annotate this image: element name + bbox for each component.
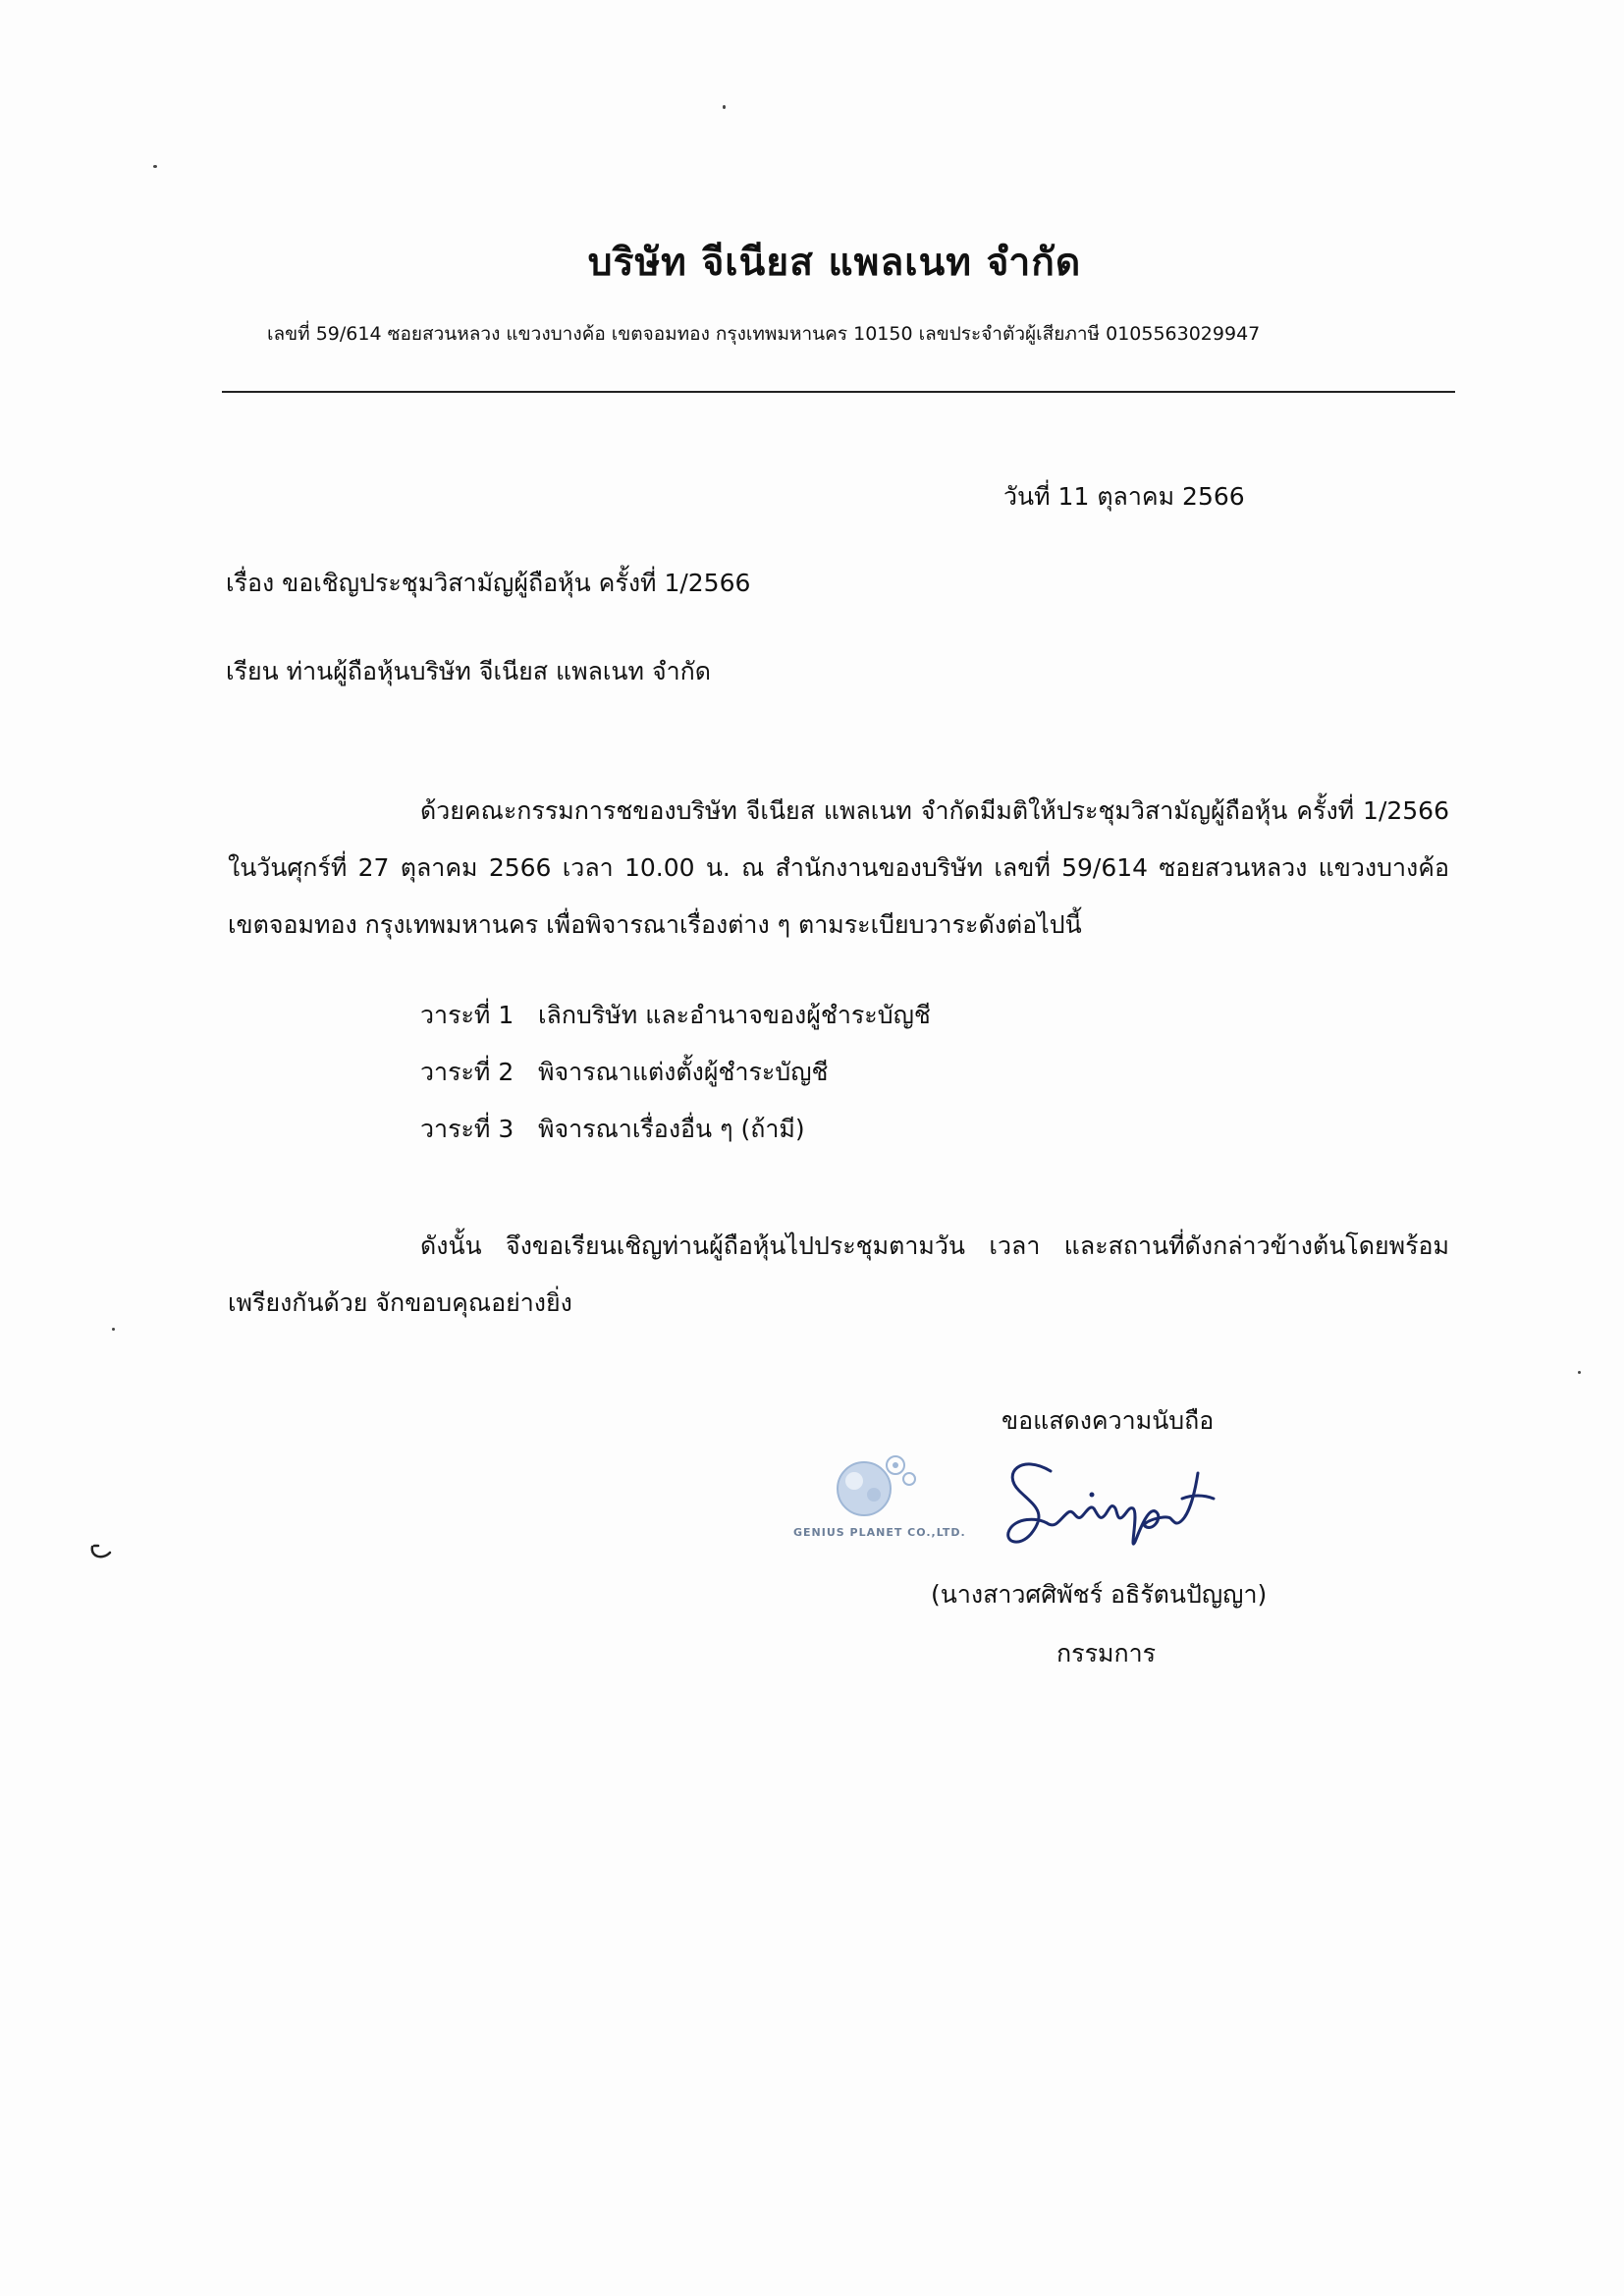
- company-address: เลขที่ 59/614 ซอยสวนหลวง แขวงบางค้อ เขตจอมทอง กรุงเทพมหานคร 10150 เลขประจำตัวผู้เสียภาษี 0105563029947: [267, 323, 1261, 345]
- margin-mark: [88, 1543, 116, 1562]
- header-divider: [222, 391, 1455, 393]
- scan-speck: [153, 165, 157, 168]
- stamp-text: GENIUS PLANET CO.,LTD.: [793, 1526, 966, 1539]
- agenda-number: วาระที่ 3: [420, 1115, 514, 1143]
- signature-image: [992, 1444, 1227, 1571]
- agenda-item: [420, 1044, 931, 1101]
- agenda-item: [420, 987, 931, 1044]
- agenda-number: วาระที่ 1: [420, 1001, 514, 1029]
- agenda-item: [420, 1101, 931, 1158]
- letter-subject: เรื่อง ขอเชิญประชุมวิสามัญผู้ถือหุ้น ครั้งที่ 1/2566: [226, 569, 751, 597]
- scan-speck: [1578, 1371, 1581, 1374]
- agenda-number: วาระที่ 2: [420, 1058, 514, 1086]
- scan-speck: [112, 1328, 115, 1331]
- company-stamp-logo: [793, 1451, 941, 1559]
- letter-salutation: เรียน ท่านผู้ถือหุ้นบริษัท จีเนียส แพลเนท จำกัด: [226, 657, 712, 685]
- company-name: บริษัท จีเนียส แพลเนท จำกัด: [587, 241, 1082, 285]
- body-paragraph-1: ด้วยคณะกรรมการชของบริษัท จีเนียส แพลเนท จำกัดมีมติให้ประชุมวิสามัญผู้ถือหุ้น ครั้งที่ 1/2566 ในวันศุกร์ที่ 27 ตุลาคม 2566 เวลา 10.00 น. ณ สำนักงานของบริษัท เลขที่ 59/614 ซอยสวนหลวง แขวงบางค้อ เขตจอมทอง กรุงเทพมหานคร เพื่อพิจารณาเรื่องต่าง ๆ ตามระเบียบวาระดังต่อไปนี้: [228, 796, 1449, 939]
- signer-name: (นางสาวศศิพัชร์ อธิรัตนปัญญา): [931, 1580, 1268, 1609]
- letter-date: วันที่ 11 ตุลาคม 2566: [1003, 482, 1245, 511]
- signer-title: กรรมการ: [1056, 1639, 1157, 1667]
- agenda-text: พิจารณาแต่งตั้งผู้ชำระบัญชี: [538, 1058, 829, 1086]
- body-paragraph-2: ดังนั้น จึงขอเรียนเชิญท่านผู้ถือหุ้นไปประชุมตามวัน เวลา และสถานที่ดังกล่าวข้างต้นโดยพร้อมเพรียงกันด้วย จักขอบคุณอย่างยิ่ง: [228, 1231, 1449, 1317]
- agenda-list: [420, 987, 931, 1158]
- closing-text: ขอแสดงความนับถือ: [1001, 1406, 1215, 1435]
- agenda-text: เลิกบริษัท และอำนาจของผู้ชำระบัญชี: [538, 1001, 931, 1029]
- agenda-text: พิจารณาเรื่องอื่น ๆ (ถ้ามี): [538, 1115, 805, 1143]
- scan-speck: [723, 105, 726, 109]
